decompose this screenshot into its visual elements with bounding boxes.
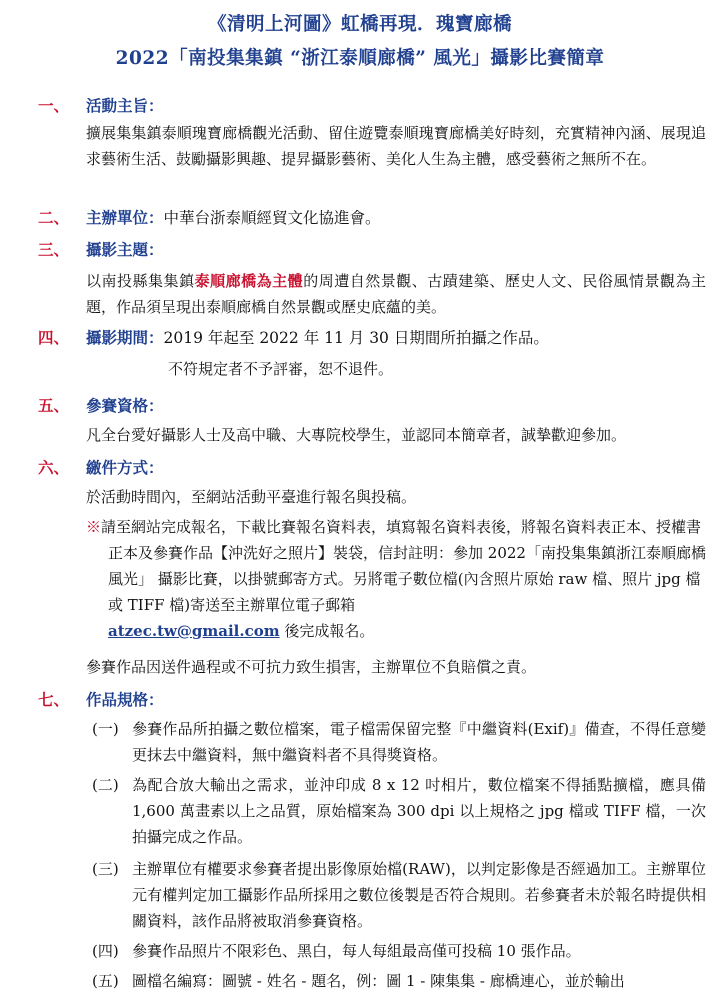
spec-item-3 (92, 856, 706, 934)
item-label: (五) (92, 972, 119, 990)
section-title: 作品規格： (86, 690, 164, 709)
note-mark: ※ (86, 518, 102, 536)
section-number: 六、 (38, 458, 70, 477)
section-1-heading (38, 94, 164, 116)
section-5-heading (38, 394, 164, 416)
item-text: 參賽作品照片不限彩色、黑白，每人每組最高僅可投稿 10 張作品。 (132, 942, 581, 960)
section-6-heading (38, 456, 164, 478)
document-title: 《清明上河圖》虹橋再現．瑰寶廊橋 (207, 14, 512, 35)
section-title: 主辦單位： (86, 208, 164, 227)
note-end: 後完成報名。 (279, 622, 375, 640)
theme-text: 以南投縣集集鎮 (86, 272, 195, 290)
period-value: 2019 年起至 2022 年 11 月 30 日期間所拍攝之作品。 (163, 329, 549, 347)
item-label: (一) (92, 720, 119, 738)
section-number: 四、 (38, 328, 70, 347)
section-4-heading (38, 326, 549, 348)
document-subtitle: 2022「南投集集鎮 “浙江泰順廊橋” 風光」攝影比賽簡章 (115, 48, 605, 69)
item-label: (四) (92, 942, 119, 960)
section-3-body (86, 268, 706, 320)
section-7-heading (38, 688, 164, 710)
section-title: 繳件方式： (86, 458, 164, 477)
section-number: 三、 (38, 240, 70, 259)
item-text: 主辦單位有權要求參賽者提出影像原始檔(RAW)，以判定影像是否經過加工。主辦單位元有權判定加工攝影作品所採用之數位後製是否符合規則。若參賽者未於報名時提供相關資料，該作品將被取消參賽資格。 (132, 860, 706, 930)
email-link[interactable]: atzec.tw@gmail.com (108, 622, 280, 640)
section-5-body: 凡全台愛好攝影人士及高中職、大專院校學生，並認同本簡章者，誠摯歡迎參加。 (86, 426, 627, 444)
section-title: 參賽資格： (86, 396, 164, 415)
section-number: 二、 (38, 208, 70, 227)
spec-item-2 (92, 772, 706, 850)
spec-item-4 (92, 938, 706, 964)
period-note: 不符規定者不予評審，恕不退件。 (168, 360, 394, 378)
organizer-value: 中華台浙泰順經貿文化協進會。 (163, 209, 381, 227)
section-number: 五、 (38, 396, 70, 415)
submission-note (86, 514, 706, 644)
section-6-body: 於活動時間內，至網站活動平臺進行報名與投稿。 (86, 488, 417, 506)
section-title: 攝影期間： (86, 328, 164, 347)
section-6-disclaimer: 參賽作品因送件過程或不可抗力致生損害，主辦單位不負賠償之責。 (86, 658, 537, 676)
section-title: 活動主旨： (86, 96, 164, 115)
item-text: 為配合放大輸出之需求，並沖印成 8 x 12 吋相片，數位檔案不得插點擴檔，應具備 1,600 萬畫素以上之品質，原始檔案為 300 dpi 以上規格之 jpg 檔或 TIFF 檔，一次拍攝完成之作品。 (132, 776, 706, 846)
spec-item-5 (92, 968, 706, 994)
note-text: 請至網站完成報名，下載比賽報名資料表，填寫報名資料表後，將報名資料表正本、授權書正本及參賽作品【沖洗好之照片】裝袋，信封註明：參加 2022「南投集集鎮浙江泰順廊橋風光」 攝影比賽，以掛號郵寄方式。另將電子數位檔(內含照片原始 raw 檔、照片 jpg 檔或 TIFF 檔)寄送至主辦單位電子郵箱 (101, 518, 706, 614)
theme-text-rest: 的周遭自然景觀、古蹟建築、歷史人文、民俗風情景觀為主題，作品須呈現出泰順廊橋自然景觀或歷史底蘊的美。 (86, 272, 706, 316)
item-label: (三) (92, 860, 119, 878)
section-title: 攝影主題： (86, 240, 164, 259)
section-3-heading (38, 238, 164, 260)
spec-item-1 (92, 716, 706, 768)
theme-highlight: 泰順廊橋為主體 (194, 272, 304, 290)
section-2-heading (38, 206, 381, 228)
section-number: 一、 (38, 96, 70, 115)
section-1-body: 擴展集集鎮泰順瑰寶廊橋觀光活動、留住遊覽泰順瑰寶廊橋美好時刻，充實精神內涵、展現追求藝術生活、鼓勵攝影興趣、提昇攝影藝術、美化人生為主體，感受藝術之無所不在。 (86, 124, 706, 168)
section-number: 七、 (38, 690, 70, 709)
item-label: (二) (92, 776, 119, 794)
item-text: 參賽作品所拍攝之數位檔案，電子檔需保留完整『中繼資料(Exif)』備查，不得任意變更抹去中繼資料，無中繼資料者不具得獎資格。 (132, 720, 706, 764)
item-text: 圖檔名編寫：圖號 - 姓名 - 題名，例：圖 1 - 陳集集 - 廊橋連心，並於輸出 (132, 972, 625, 990)
